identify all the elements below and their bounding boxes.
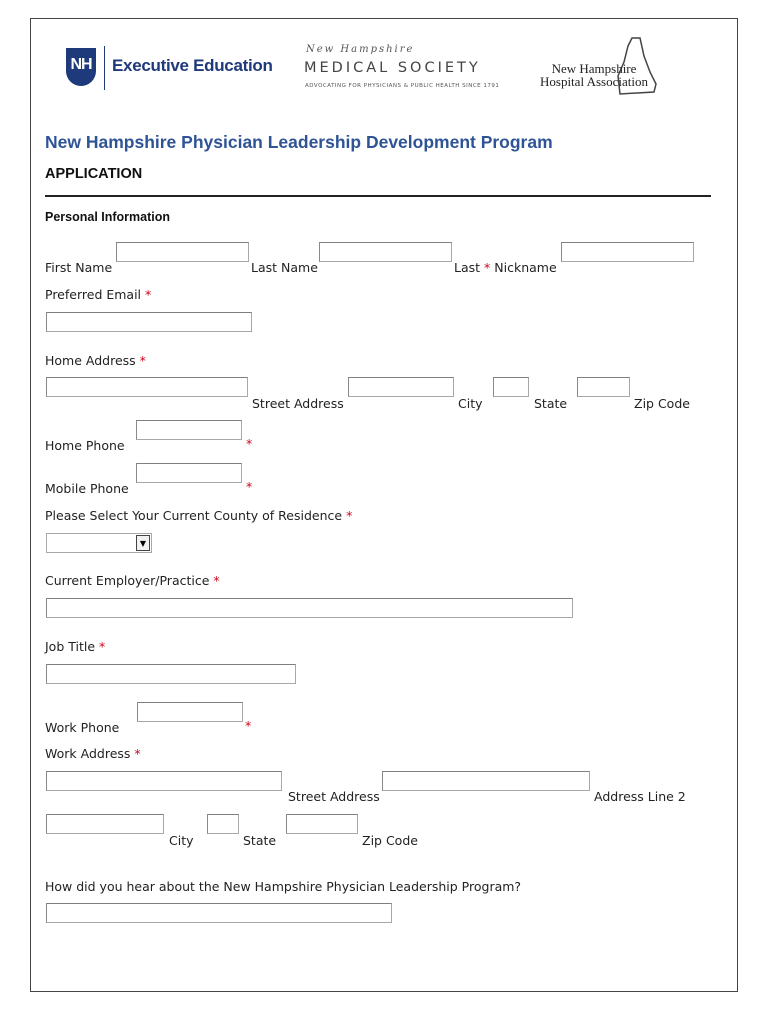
required-mark: * bbox=[484, 260, 491, 275]
mobile-phone-label: Mobile Phone bbox=[45, 481, 129, 496]
home-phone-required-mark: * bbox=[246, 436, 253, 451]
home-phone-input[interactable] bbox=[136, 420, 242, 440]
nhha-logo-text bbox=[540, 62, 648, 88]
home-address-label bbox=[45, 353, 146, 368]
employer-label bbox=[45, 573, 220, 588]
home-phone-label: Home Phone bbox=[45, 438, 125, 453]
job-title-input[interactable] bbox=[46, 664, 296, 684]
chevron-down-icon[interactable]: ▼ bbox=[136, 535, 150, 551]
home-address-label-text: Home Address bbox=[45, 353, 136, 368]
county-select[interactable] bbox=[46, 533, 152, 553]
work-street-input[interactable] bbox=[46, 771, 282, 791]
work-address-line2-input[interactable] bbox=[382, 771, 590, 791]
required-mark: * bbox=[145, 287, 152, 302]
nickname-input[interactable] bbox=[561, 242, 694, 262]
work-zip-input[interactable] bbox=[286, 814, 358, 834]
home-state-input[interactable] bbox=[493, 377, 529, 397]
work-street-label: Street Address bbox=[288, 789, 380, 804]
nhha-logo-line1: New Hampshire bbox=[551, 61, 637, 76]
unh-logo-text: Executive Education bbox=[112, 56, 273, 75]
home-zip-label: Zip Code bbox=[634, 396, 690, 411]
form-title: New Hampshire Physician Leadership Development Program bbox=[45, 132, 553, 152]
work-city-label: City bbox=[169, 833, 194, 848]
work-address-line2-label: Address Line 2 bbox=[594, 789, 686, 804]
work-phone-required-mark: * bbox=[245, 718, 252, 733]
header-divider bbox=[45, 195, 711, 197]
required-mark: * bbox=[99, 639, 106, 654]
form-subtitle: APPLICATION bbox=[45, 166, 143, 182]
job-title-label bbox=[45, 639, 105, 654]
nhms-logo-top: New Hampshire bbox=[306, 44, 415, 55]
unh-logo-mark: NH bbox=[70, 56, 92, 73]
required-mark: * bbox=[139, 353, 146, 368]
nhha-logo-line2: Hospital Association bbox=[540, 74, 648, 89]
last-name-required-label bbox=[454, 260, 557, 275]
mobile-phone-required-mark: * bbox=[246, 479, 253, 494]
home-city-label: City bbox=[458, 396, 483, 411]
home-state-label: State bbox=[534, 396, 568, 411]
logo-divider bbox=[104, 46, 105, 90]
referral-label: How did you hear about the New Hampshire Physician Leadership Program? bbox=[45, 879, 522, 894]
section-personal-info: Personal Information bbox=[45, 210, 171, 224]
nhms-logo-tagline: ADVOCATING FOR PHYSICIANS & PUBLIC HEALTH SINCE 1791 bbox=[305, 83, 500, 89]
last-label: Last bbox=[454, 260, 481, 275]
first-name-input[interactable] bbox=[116, 242, 249, 262]
work-state-label: State bbox=[243, 833, 277, 848]
required-mark: * bbox=[134, 746, 141, 761]
unh-logo bbox=[66, 48, 96, 86]
email-input[interactable] bbox=[46, 312, 252, 332]
employer-label-text: Current Employer/Practice bbox=[45, 573, 210, 588]
work-address-label bbox=[45, 746, 141, 761]
work-zip-label: Zip Code bbox=[362, 833, 418, 848]
home-zip-input[interactable] bbox=[577, 377, 630, 397]
work-address-label-text: Work Address bbox=[45, 746, 131, 761]
referral-input[interactable] bbox=[46, 903, 392, 923]
nickname-label: Nickname bbox=[494, 260, 557, 275]
work-phone-label: Work Phone bbox=[45, 720, 120, 735]
job-title-label-text: Job Title bbox=[45, 639, 96, 654]
email-label bbox=[45, 287, 151, 302]
employer-input[interactable] bbox=[46, 598, 573, 618]
work-phone-input[interactable] bbox=[137, 702, 243, 722]
home-street-input[interactable] bbox=[46, 377, 248, 397]
required-mark: * bbox=[346, 508, 353, 523]
work-city-input[interactable] bbox=[46, 814, 164, 834]
county-label bbox=[45, 508, 352, 523]
mobile-phone-input[interactable] bbox=[136, 463, 242, 483]
first-name-label: First Name bbox=[45, 260, 113, 275]
email-label-text: Preferred Email bbox=[45, 287, 142, 302]
home-street-label: Street Address bbox=[252, 396, 344, 411]
work-state-input[interactable] bbox=[207, 814, 239, 834]
county-label-text: Please Select Your Current County of Residence bbox=[45, 508, 343, 523]
required-mark: * bbox=[213, 573, 220, 588]
home-city-input[interactable] bbox=[348, 377, 454, 397]
last-name-input[interactable] bbox=[319, 242, 452, 262]
last-name-label: Last Name bbox=[251, 260, 318, 275]
nhms-logo-name: MEDICAL SOCIETY bbox=[304, 60, 481, 76]
